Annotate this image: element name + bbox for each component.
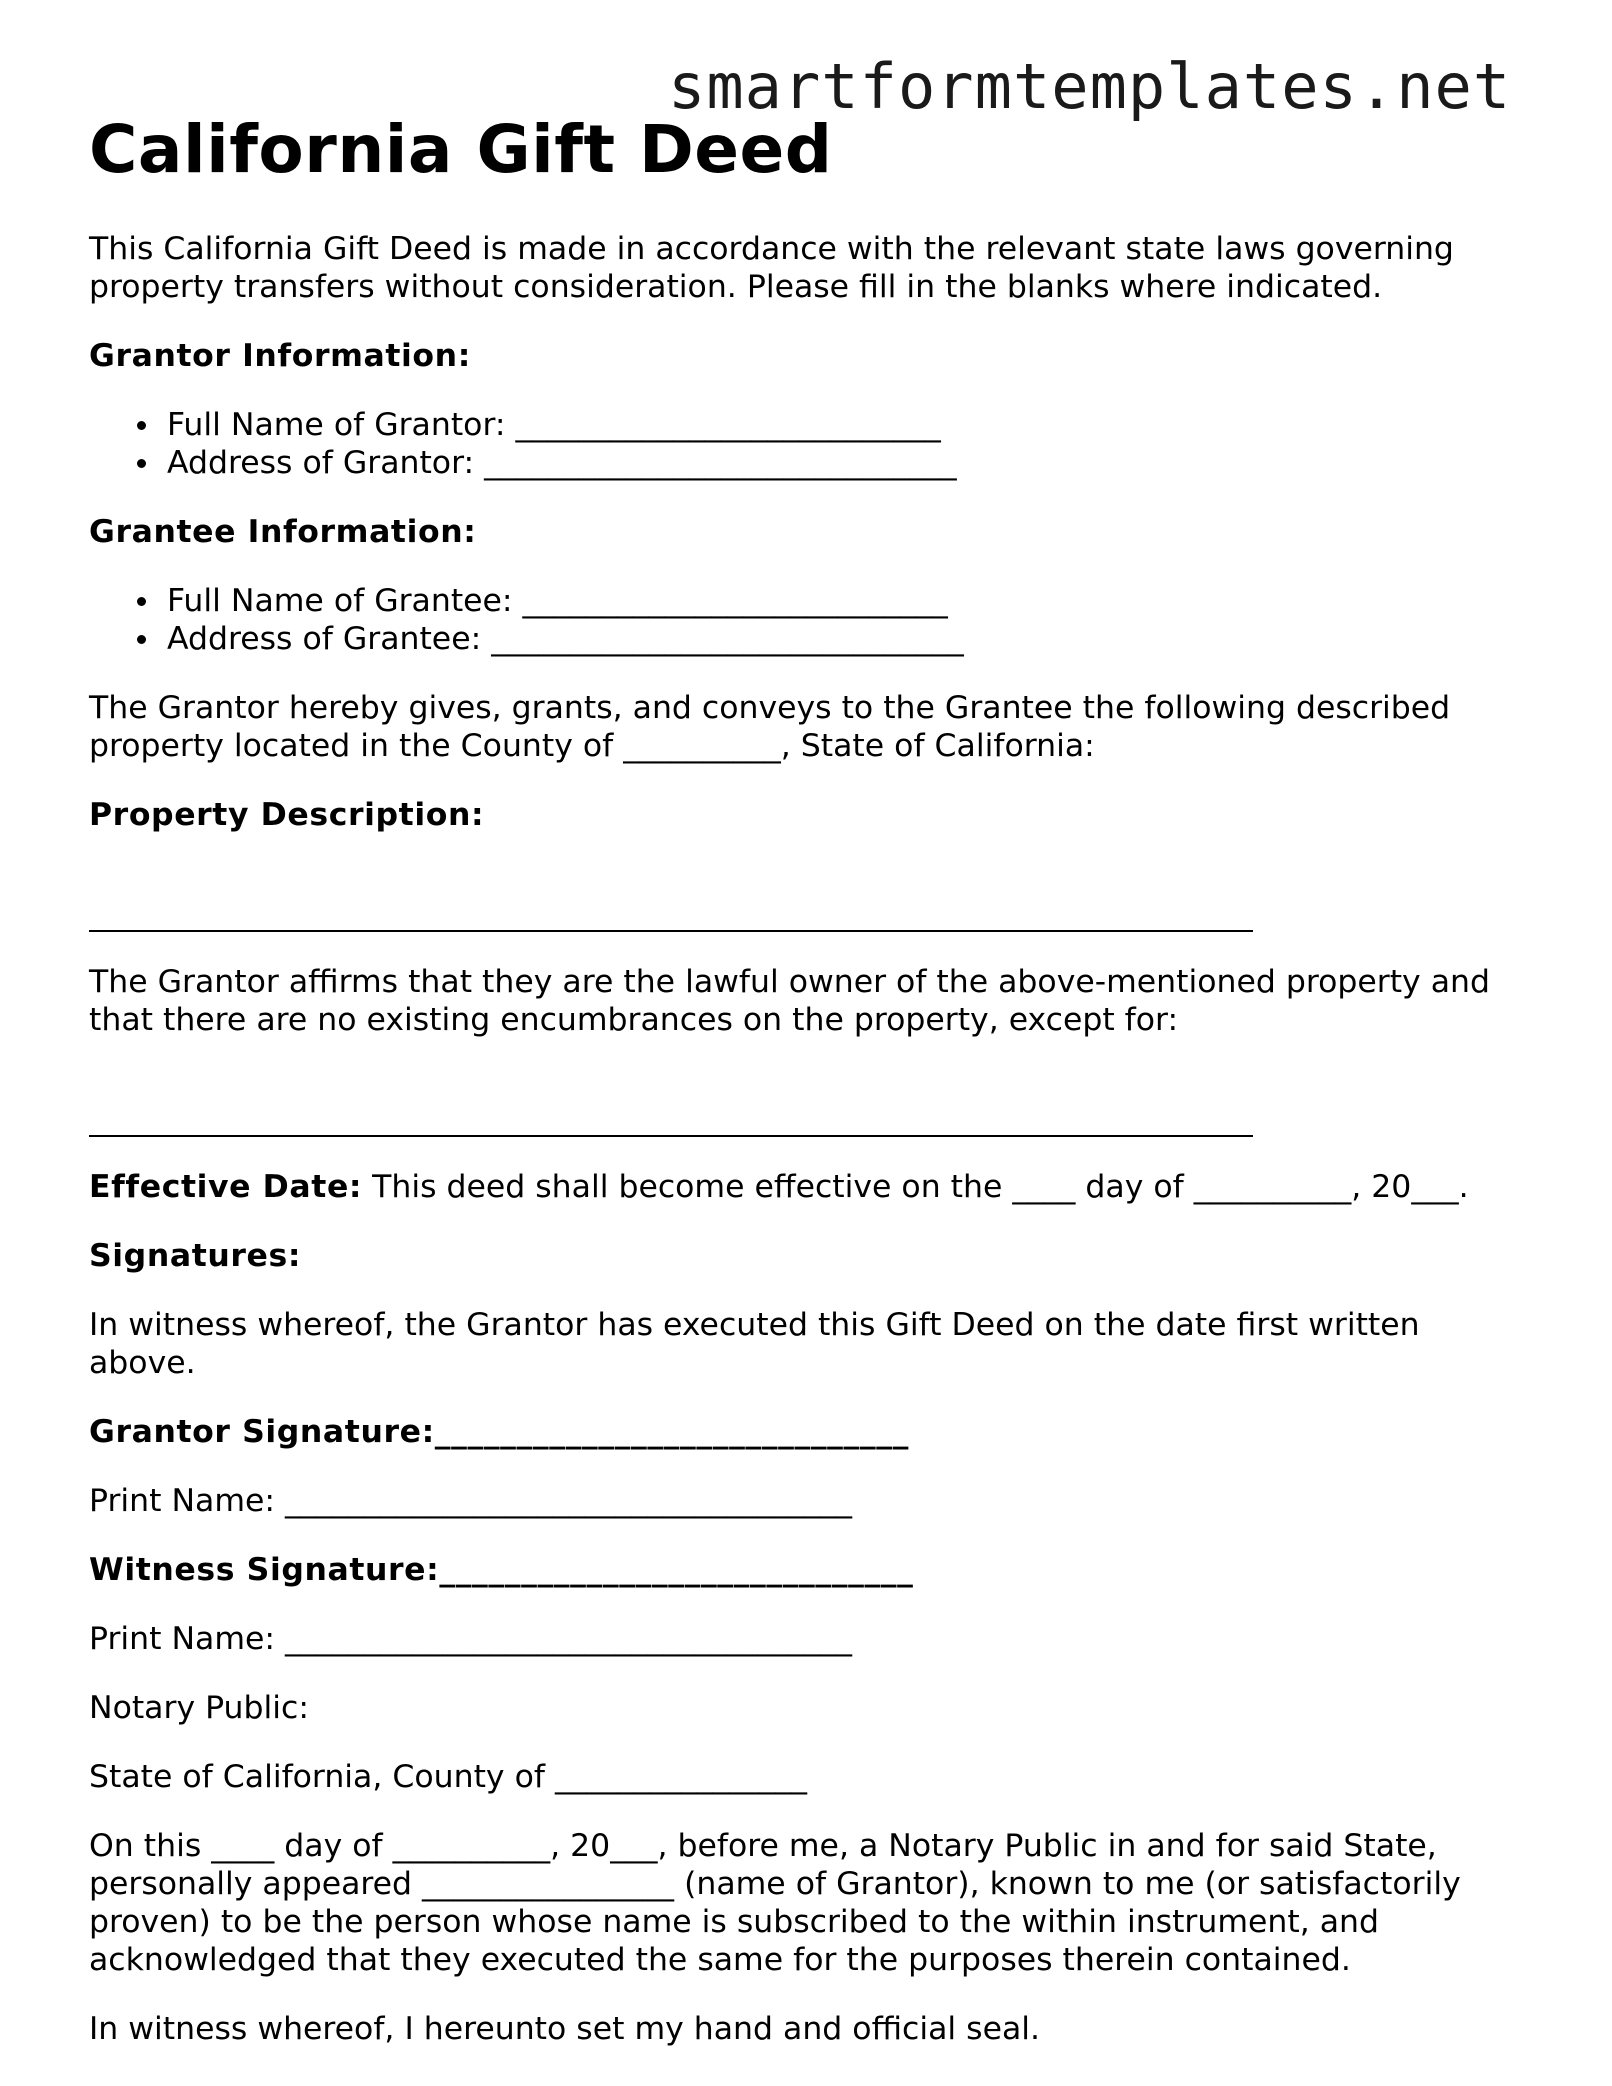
grantee-name-field[interactable]: Full Name of Grantee: ___________________________ bbox=[167, 582, 1529, 620]
grantor-list bbox=[89, 406, 1529, 482]
encumbrances-line[interactable] bbox=[89, 1099, 1253, 1137]
effective-date-label: Effective Date: bbox=[89, 1169, 363, 1205]
witness-statement: In witness whereof, the Grantor has executed this Gift Deed on the date first written above. bbox=[89, 1307, 1420, 1381]
grantor-address-field[interactable]: Address of Grantor: ______________________________ bbox=[167, 444, 1529, 482]
grantor-heading: Grantor Information: bbox=[89, 338, 471, 374]
grantor-print-name-field[interactable]: Print Name: ____________________________________ bbox=[89, 1483, 853, 1519]
grantee-heading: Grantee Information: bbox=[89, 514, 477, 550]
notary-county-field[interactable]: State of California, County of ________________ bbox=[89, 1759, 807, 1795]
grantee-list bbox=[89, 582, 1529, 658]
watermark-text: smartformtemplates.net bbox=[668, 50, 1512, 123]
document-body bbox=[89, 108, 1529, 2048]
grantor-signature-field[interactable]: Grantor Signature:_____________________________ bbox=[89, 1414, 909, 1450]
property-description-heading: Property Description: bbox=[89, 797, 485, 833]
intro-paragraph: This California Gift Deed is made in accordance with the relevant state laws governing property transfers without consideration. Please fill in the blanks where indicated. bbox=[89, 231, 1454, 305]
notary-closing: In witness whereof, I hereunto set my hand and official seal. bbox=[89, 2011, 1041, 2047]
effective-date-text[interactable]: This deed shall become effective on the ____ day of __________, 20___. bbox=[362, 1169, 1469, 1205]
witness-signature-field[interactable]: Witness Signature:_____________________________ bbox=[89, 1552, 914, 1588]
signatures-heading: Signatures: bbox=[89, 1238, 302, 1274]
grantor-name-field[interactable]: Full Name of Grantor: ___________________________ bbox=[167, 406, 1529, 444]
notary-label: Notary Public: bbox=[89, 1690, 309, 1726]
witness-print-name-field[interactable]: Print Name: ____________________________________ bbox=[89, 1621, 853, 1657]
conveyance-paragraph: The Grantor hereby gives, grants, and conveys to the Grantee the following described property located in the County of __________, State of California: bbox=[89, 690, 1451, 764]
affirmation-paragraph: The Grantor affirms that they are the lawful owner of the above-mentioned property and that there are no existing encumbrances on the property, except for: bbox=[89, 964, 1490, 1038]
grantee-address-field[interactable]: Address of Grantee: ______________________________ bbox=[167, 620, 1529, 658]
notary-acknowledgment: On this ____ day of __________, 20___, before me, a Notary Public in and for said State, personally appeared ________________ (name of Grantor), known to me (or satisfactorily proven) to be the person whose name is subscribed to the within instrument, and acknowledged that they executed the same for the purposes therein contained. bbox=[89, 1828, 1461, 1978]
effective-date-paragraph bbox=[89, 1168, 1529, 1206]
property-description-line[interactable] bbox=[89, 894, 1253, 932]
page-title: California Gift Deed bbox=[89, 111, 833, 188]
